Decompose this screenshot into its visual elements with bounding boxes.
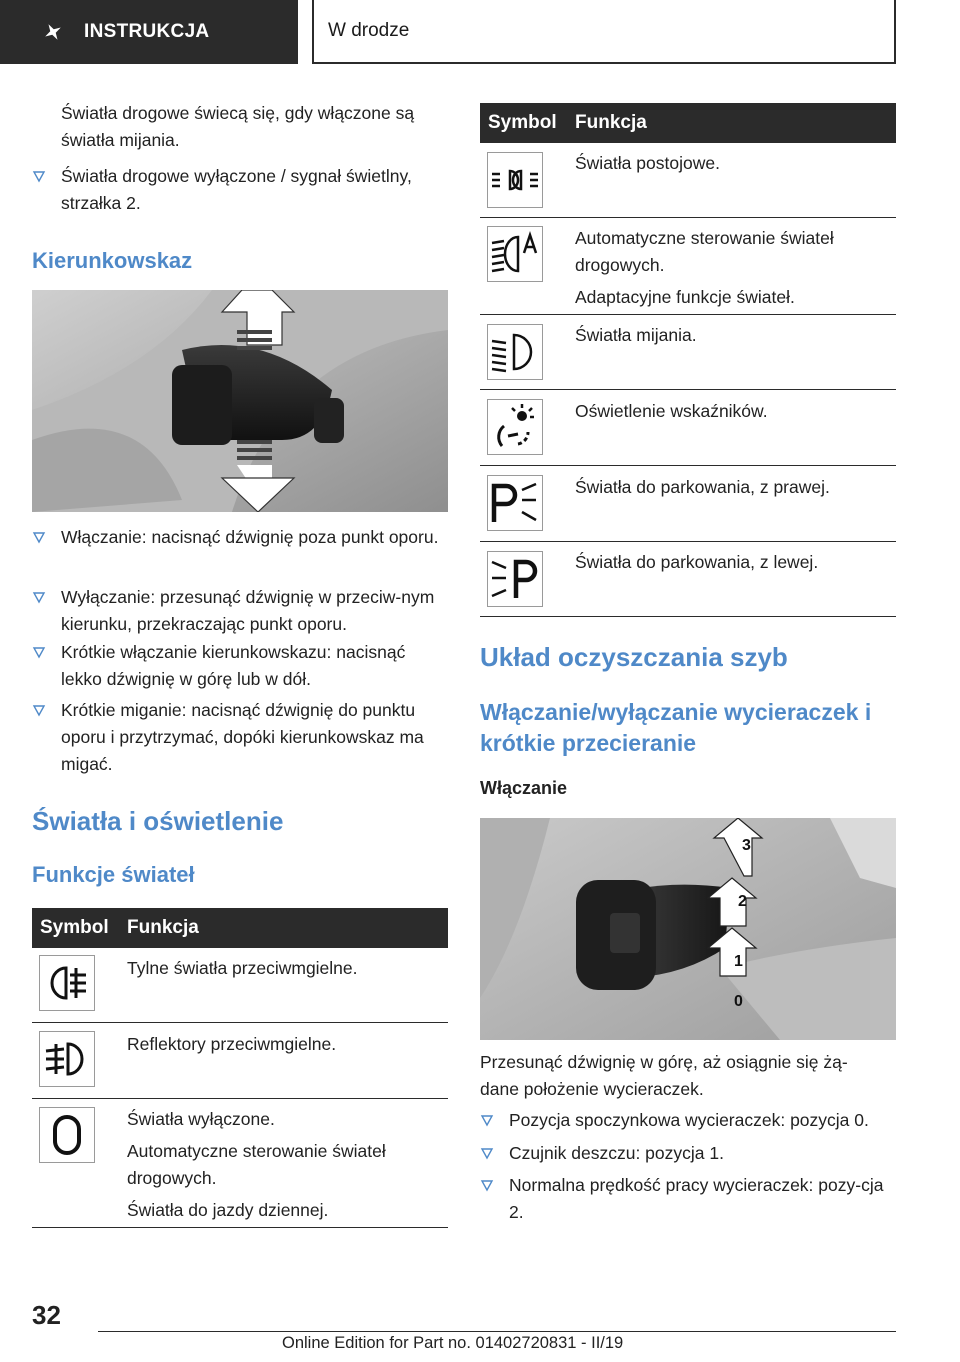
table-row-divider [32,1098,448,1099]
table-header [32,908,448,948]
auto-headlight-icon [487,226,543,282]
table-cell: Światła do parkowania, z lewej. [575,552,819,572]
table-cell: Tylne światła przeciwmgielne. [127,958,358,978]
header-section-tab[interactable] [0,0,298,64]
turn-signal-lever-photo [32,290,448,512]
header-section-title: INSTRUKCJA [84,21,210,42]
footer-divider [98,1331,896,1332]
table-cell: Adaptacyjne funkcje świateł. [575,287,795,307]
triangle-bullet-icon [32,530,46,544]
table-header-function: Funkcja [575,112,647,133]
low-beam-icon [487,324,543,380]
triangle-bullet-icon [32,703,46,717]
position-2-label: 2 [738,893,747,910]
table-row-divider [480,541,896,542]
table-cell: Automatyczne sterowanie świateł drogowych. [575,228,834,275]
table-header-symbol: Symbol [40,917,109,938]
table-row-divider [480,389,896,390]
table-cell: Reflektory przeciwmgielne. [127,1034,337,1054]
parking-lights-icon [487,152,543,208]
triangle-bullet-icon [480,1146,494,1160]
header-chapter-title: W drodze [328,20,410,41]
front-fog-light-icon [39,1031,95,1087]
table-cell: Światła do jazdy dziennej. [127,1200,329,1220]
table-row-divider [32,1022,448,1023]
lights-heading: Światła i oświetlenie [32,806,284,836]
instrument-lighting-icon [487,399,543,455]
table-row-divider [32,1227,448,1228]
table-cell: Oświetlenie wskaźników. [575,401,768,421]
wiper-system-heading: Układ oczyszczania szyb [480,642,788,672]
rear-fog-light-icon [39,955,95,1011]
wiper-on-off-heading: Włączanie/wyłączanie wycieraczek i krótkie przecieranie [480,699,872,756]
parking-light-left-icon [487,551,543,607]
lights-off-zero-icon [39,1107,95,1163]
table-header-symbol: Symbol [488,112,557,133]
table-header [480,103,896,143]
table-cell: Światła do parkowania, z prawej. [575,477,830,497]
table-row-divider [480,465,896,466]
footer-edition: Online Edition for Part no. 01402720831 - II/19 [282,1334,624,1352]
position-3-label: 3 [742,837,751,854]
position-1-label: 1 [734,953,743,970]
table-cell: Światła postojowe. [575,153,720,173]
table-cell: Automatyczne sterowanie świateł drogowych. [127,1141,386,1188]
header-chapter-tab[interactable] [312,0,896,64]
triangle-bullet-icon [480,1113,494,1127]
wiper-text: Przesunąć dźwignię w górę, aż osiągnie się żą-dane położenie wycieraczek. [480,1052,848,1099]
star-icon [42,21,64,43]
page-number: 32 [32,1300,61,1330]
table-cell: Światła mijania. [575,325,697,345]
position-0-label: 0 [734,993,743,1010]
switch-on-heading: Włączanie [480,778,568,798]
triangle-bullet-icon [32,169,46,183]
wiper-lever-photo [480,818,896,1040]
turn-signal-heading: Kierunkowskaz [32,248,193,273]
intro-text: Światła drogowe świecą się, gdy włączone są światła mijania. [61,103,415,150]
triangle-bullet-icon [32,590,46,604]
table-row-divider [480,217,896,218]
parking-light-right-icon [487,475,543,531]
light-functions-heading: Funkcje świateł [32,862,195,887]
table-header-function: Funkcja [127,917,199,938]
table-row-divider [480,314,896,315]
triangle-bullet-icon [480,1178,494,1192]
table-cell: Światła wyłączone. [127,1109,275,1129]
table-row-divider [480,616,896,617]
triangle-bullet-icon [32,645,46,659]
